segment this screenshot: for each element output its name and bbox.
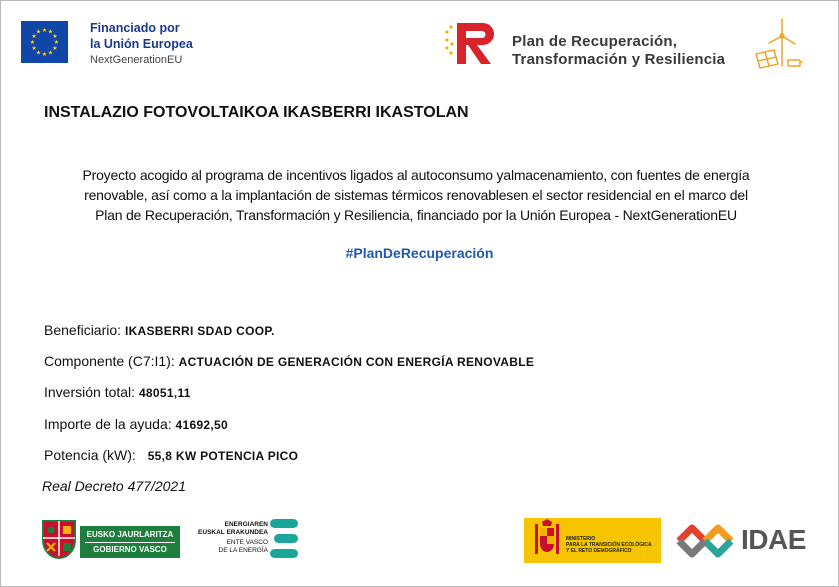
field-importe [44, 416, 228, 432]
field-value: 55,8 KW POTENCIA PICO [147, 449, 299, 463]
eve-line3: ENTE VASCO [226, 539, 268, 546]
eu-line3: NextGenerationEU [90, 54, 183, 66]
ministry-text [566, 536, 658, 554]
eve-text [188, 521, 268, 554]
svg-text:★: ★ [35, 28, 42, 36]
ministry-line3: Y EL RETO DEMOGRÁFICO [566, 548, 632, 554]
field-label: Inversión total: [44, 384, 136, 400]
svg-text:★: ★ [41, 51, 48, 58]
field-componente [44, 353, 534, 369]
svg-text:★: ★ [35, 49, 42, 57]
idae-wordmark: IDAE [741, 524, 806, 555]
svg-text:★: ★ [31, 45, 37, 52]
eu-line1: Financiado por [90, 21, 180, 35]
eve-line2: EUSKAL ERAKUNDEA [198, 528, 268, 536]
eve-logo-icon [270, 519, 298, 559]
eve-line4: DE LA ENERGÍA [218, 546, 268, 554]
svg-text:★: ★ [47, 49, 54, 57]
basque-coat-of-arms-icon [40, 518, 78, 560]
field-inversion [44, 384, 191, 400]
basque-divider [85, 542, 175, 543]
wind-solar-energy-icon [752, 16, 804, 70]
project-description [40, 165, 792, 225]
svg-text:★: ★ [41, 27, 48, 34]
description-line3: Plan de Recuperación, Transformación y Resiliencia, financiado por la Unión Europea - NextGenerationEU [95, 207, 737, 223]
svg-text:★: ★ [53, 39, 60, 46]
hashtag: #PlanDeRecuperación [345, 245, 494, 261]
plan-line2: Transformación y Resiliencia [512, 51, 726, 68]
spain-coat-of-arms-icon [527, 518, 567, 563]
svg-text:★: ★ [52, 33, 58, 40]
svg-text:★: ★ [52, 45, 58, 52]
field-label: Beneficiario: [44, 322, 122, 338]
field-value: ACTUACIÓN DE GENERACIÓN CON ENERGÍA RENOVABLE [178, 355, 535, 369]
basque-government-logo [80, 526, 180, 558]
plan-recuperacion-logo-icon [443, 20, 499, 66]
field-value: 41692,50 [175, 418, 228, 432]
eu-flag-icon [21, 21, 68, 63]
field-label: Componente (C7:I1): [44, 353, 175, 369]
field-potencia [44, 447, 298, 463]
field-label: Importe de la ayuda: [44, 416, 172, 432]
plan-line1: Plan de Recuperación, [512, 33, 678, 50]
field-value: 48051,11 [138, 386, 191, 400]
page-title: INSTALAZIO FOTOVOLTAIKOA IKASBERRI IKASTOLAN [44, 104, 469, 121]
idae-logo-icon [673, 518, 737, 564]
basque-line2: GOBIERNO VASCO [93, 545, 167, 554]
svg-text:★: ★ [31, 33, 37, 40]
eu-line2: la Unión Europea [90, 37, 193, 51]
eu-funding-text [90, 20, 290, 68]
field-label: Potencia (kW): [44, 447, 136, 463]
ministry-line1: MINISTERIO [566, 536, 596, 542]
svg-text:★: ★ [29, 39, 36, 46]
description-line1: Proyecto acogido al programa de incentivos ligados al autoconsumo yalmacenamiento, con fuentes de energía [82, 167, 750, 183]
field-value: IKASBERRI SDAD COOP. [124, 324, 275, 338]
plan-recuperacion-text [512, 33, 725, 69]
real-decreto: Real Decreto 477/2021 [42, 478, 186, 494]
ministry-line2: PARA LA TRANSICIÓN ECOLÓGICA [566, 542, 652, 548]
description-line2: renovable, así como a la implantación de sistemas térmicos renovablesen el sector residencial en el marco del [84, 187, 748, 203]
svg-text:★: ★ [47, 28, 54, 36]
field-beneficiario [44, 322, 275, 338]
basque-line1: EUSKO JAURLARITZA [86, 530, 174, 539]
eve-line1: ENERGIAREN [224, 521, 268, 528]
